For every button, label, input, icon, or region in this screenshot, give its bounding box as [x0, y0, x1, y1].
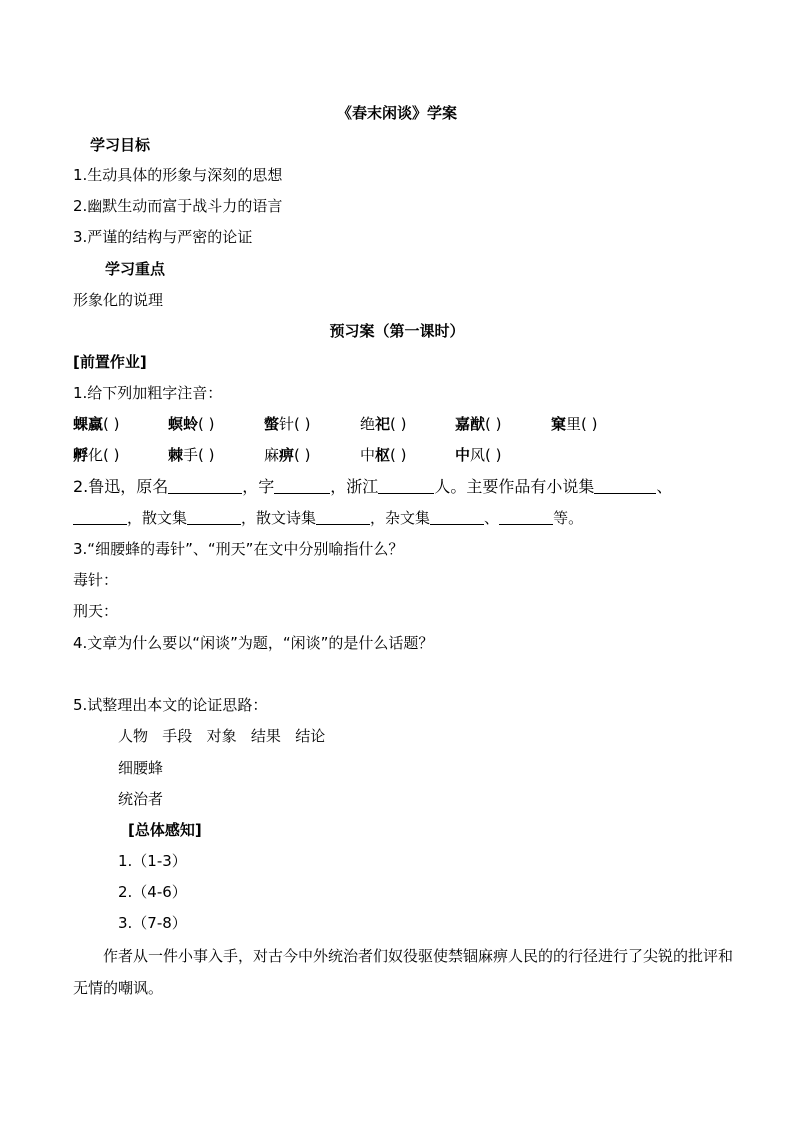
question-1: 1.给下列加粗字注音：	[73, 384, 223, 402]
fill-blank[interactable]	[316, 508, 370, 525]
pinyin-item: 嘉猷( )	[455, 415, 502, 433]
goal-1: 1.生动具体的形象与深刻的思想	[73, 166, 283, 184]
fill-blank[interactable]	[274, 477, 330, 494]
overall-item-2: 2.（4-6）	[118, 883, 187, 901]
pinyin-item: 孵化( )	[73, 446, 120, 464]
question-5: 5.试整理出本文的论证思路：	[73, 696, 268, 714]
question-2-continued: ，散文集 ，散文诗集 ，杂文集 、 等。	[73, 507, 583, 529]
goal-3: 3.严谨的结构与严密的论证	[73, 228, 253, 246]
goals-heading: 学习目标	[90, 136, 151, 154]
fill-blank[interactable]	[168, 477, 242, 494]
pinyin-item: 绝祀( )	[360, 415, 407, 433]
pinyin-item: 蜾蠃( )	[73, 415, 120, 433]
fill-blank[interactable]	[73, 508, 127, 525]
pinyin-item: 窠里( )	[551, 415, 598, 433]
fill-blank[interactable]	[594, 477, 656, 494]
fill-blank[interactable]	[430, 508, 484, 525]
argument-table-headers: 人物 手段 对象 结果 结论	[118, 727, 326, 745]
summary-paragraph: 作者从一件小事入手，对古今中外统治者们奴役驱使禁锢麻痹人民的的行径进行了尖锐的批评和无情的嘲讽。	[73, 947, 734, 997]
pinyin-item: 麻痹( )	[264, 446, 311, 464]
fill-blank[interactable]	[187, 508, 241, 525]
overall-heading: [总体感知]	[128, 821, 202, 839]
preview-heading: 预习案（第一课时）	[329, 322, 465, 340]
question-3-answer-a: 毒针：	[73, 571, 119, 589]
fill-blank[interactable]	[378, 477, 434, 494]
overall-item-3: 3.（7-8）	[118, 914, 187, 932]
pinyin-item: 中风( )	[455, 446, 502, 464]
document-title: 《春末闲谈》学案	[336, 104, 457, 122]
fill-blank[interactable]	[499, 508, 553, 525]
question-3: 3.“细腰蜂的毒针”、“刑天”在文中分别喻指什么？	[73, 540, 404, 558]
argument-row-wasp: 细腰蜂	[118, 759, 164, 777]
overall-item-1: 1.（1-3）	[118, 852, 187, 870]
argument-row-rulers: 统治者	[118, 790, 164, 808]
question-3-answer-b: 刑天：	[73, 602, 119, 620]
pinyin-item: 中枢( )	[360, 446, 407, 464]
pinyin-item: 螫针( )	[264, 415, 311, 433]
pinyin-item: 螟蛉( )	[168, 415, 215, 433]
pinyin-item: 棘手( )	[168, 446, 215, 464]
question-2: 2.鲁迅，原名 ，字 ，浙江 人。主要作品有小说集 、	[73, 477, 673, 496]
focus-heading: 学习重点	[105, 260, 166, 278]
focus-text: 形象化的说理	[73, 291, 164, 309]
homework-heading: [前置作业]	[73, 353, 147, 371]
goal-2: 2.幽默生动而富于战斗力的语言	[73, 197, 283, 215]
question-4: 4.文章为什么要以“闲谈”为题，“闲谈”的是什么话题？	[73, 634, 434, 652]
